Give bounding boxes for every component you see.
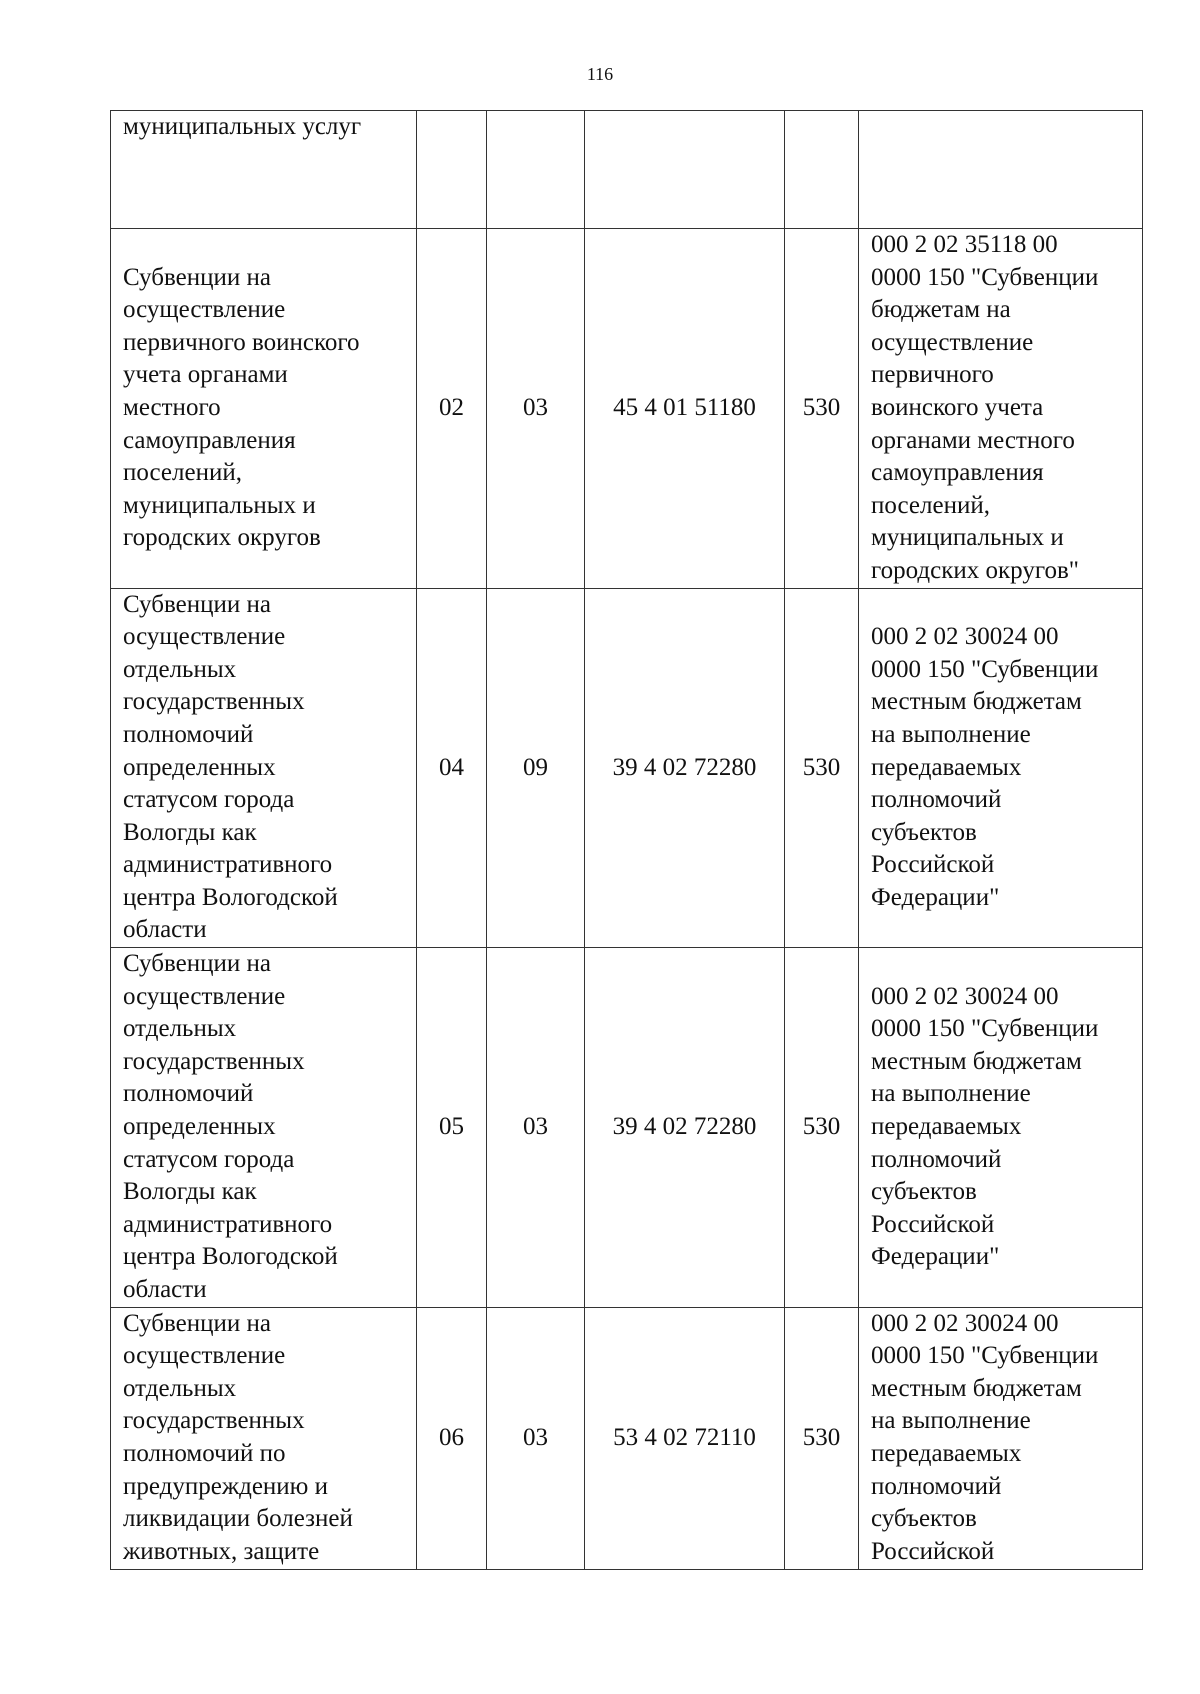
row-name-cell [111, 229, 417, 589]
section-cell [417, 111, 487, 229]
revenue-source-line: органами местного [871, 426, 1075, 454]
revenue-source-line: полномочий [871, 1145, 1002, 1173]
row-name-line: полномочий [123, 720, 254, 748]
row-name-line: муниципальных и [123, 491, 316, 519]
row-name-cell [111, 111, 417, 229]
revenue-source-line: самоуправления [871, 459, 1044, 487]
row-name-line: самоуправления [123, 426, 296, 454]
revenue-source-cell [859, 948, 1143, 1308]
revenue-source-line: 0000 150 "Субвенции [871, 655, 1099, 683]
row-name-line: осуществление [123, 296, 286, 324]
subsection-cell: 09 [487, 588, 585, 948]
row-name-cell [111, 588, 417, 948]
revenue-source-line: 000 2 02 35118 00 [871, 231, 1058, 258]
row-name-line: осуществление [123, 623, 286, 651]
row-name-line: Субвенции на [123, 950, 271, 978]
row-name-line: Субвенции на [123, 263, 271, 291]
subsection-cell: 03 [487, 229, 585, 589]
row-name-line: отдельных [123, 1374, 237, 1402]
revenue-source-line: поселений, [871, 491, 990, 519]
row-name-line: ликвидации болезней [123, 1505, 353, 1533]
row-name-line: статусом города [123, 1145, 295, 1173]
revenue-source-line: 0000 150 "Субвенции [871, 263, 1099, 291]
subsection-cell [487, 111, 585, 229]
section-cell: 05 [417, 948, 487, 1308]
subsection-cell: 03 [487, 1307, 585, 1569]
revenue-source-cell [859, 588, 1143, 948]
row-name-line: отдельных [123, 1015, 237, 1043]
row-name-line: статусом города [123, 786, 295, 814]
revenue-source-line: 000 2 02 30024 00 [871, 982, 1059, 1010]
row-name-line: городских округов [123, 524, 321, 552]
revenue-source-line: осуществление [871, 328, 1034, 356]
revenue-source-line: местным бюджетам [871, 1047, 1082, 1075]
revenue-source-line: 0000 150 "Субвенции [871, 1342, 1099, 1370]
revenue-source-line: передаваемых [871, 1113, 1022, 1141]
row-name-line: учета органами [123, 361, 288, 389]
row-name-line: Субвенции на [123, 590, 271, 618]
revenue-source-line: Российской [871, 1537, 995, 1565]
row-name-line: центра Вологодской [123, 883, 338, 911]
revenue-source-line: на выполнение [871, 720, 1031, 748]
table-row [111, 588, 1143, 948]
table-row [111, 948, 1143, 1308]
row-name-line: области [123, 1276, 207, 1303]
expense-type-cell: 530 [785, 1307, 859, 1569]
row-name-line: определенных [123, 1113, 276, 1141]
expense-type-cell: 530 [785, 588, 859, 948]
revenue-source-line: полномочий [871, 786, 1002, 814]
row-name-line: административного [123, 851, 333, 879]
revenue-source-line: местным бюджетам [871, 1374, 1082, 1402]
revenue-source-line: первичного [871, 361, 994, 389]
revenue-source-line: субъектов [871, 818, 977, 846]
revenue-source-line: передаваемых [871, 1439, 1022, 1467]
revenue-source-line: Федерации" [871, 1243, 1000, 1271]
revenue-source-line: на выполнение [871, 1080, 1031, 1108]
row-name-line: первичного воинского [123, 328, 360, 356]
revenue-source-cell [859, 1307, 1143, 1569]
row-name-line: полномочий по [123, 1439, 286, 1467]
expense-type-cell: 530 [785, 948, 859, 1308]
row-name-line: Вологды как [123, 818, 257, 846]
revenue-source-line: Российской [871, 1210, 995, 1238]
row-name-line: осуществление [123, 1342, 286, 1370]
section-cell: 02 [417, 229, 487, 589]
revenue-source-line: 000 2 02 30024 00 [871, 623, 1059, 651]
section-cell: 04 [417, 588, 487, 948]
revenue-source-cell [859, 229, 1143, 589]
row-name-cell [111, 948, 417, 1308]
row-name-line: животных, защите [123, 1537, 320, 1565]
target-code-cell: 53 4 02 72110 [585, 1307, 785, 1569]
row-name-line: Вологды как [123, 1178, 257, 1206]
table-row [111, 111, 1143, 229]
section-cell: 06 [417, 1307, 487, 1569]
revenue-source-line: городских округов" [871, 556, 1079, 584]
row-name-line: центра Вологодской [123, 1243, 338, 1271]
row-name-line: области [123, 916, 207, 944]
row-name-line: Субвенции на [123, 1309, 271, 1337]
revenue-source-cell [859, 111, 1143, 229]
revenue-source-line: Российской [871, 851, 995, 879]
row-name-line: поселений, [123, 459, 242, 487]
revenue-source-line: 0000 150 "Субвенции [871, 1015, 1099, 1043]
table-row [111, 1307, 1143, 1569]
target-code-cell: 39 4 02 72280 [585, 948, 785, 1308]
target-code-cell: 45 4 01 51180 [585, 229, 785, 589]
revenue-source-line: на выполнение [871, 1407, 1031, 1435]
row-name-line: определенных [123, 753, 276, 781]
row-name-line: местного [123, 393, 221, 421]
budget-table [110, 110, 1143, 1570]
row-name-line: административного [123, 1210, 333, 1238]
revenue-source-line: бюджетам на [871, 296, 1011, 324]
expense-type-cell: 530 [785, 229, 859, 589]
revenue-source-line: субъектов [871, 1178, 977, 1206]
row-name-line: муниципальных услуг [123, 113, 362, 140]
page-number: 116 [586, 64, 614, 84]
revenue-source-line: субъектов [871, 1505, 977, 1533]
revenue-source-line: Федерации" [871, 883, 1000, 911]
row-name-line: полномочий [123, 1080, 254, 1108]
row-name-line: отдельных [123, 655, 237, 683]
revenue-source-line: 000 2 02 30024 00 [871, 1309, 1059, 1337]
target-code-cell: 39 4 02 72280 [585, 588, 785, 948]
revenue-source-line: полномочий [871, 1472, 1002, 1500]
revenue-source-line: воинского учета [871, 393, 1044, 421]
row-name-line: государственных [123, 1047, 305, 1075]
row-name-cell [111, 1307, 417, 1569]
row-name-line: осуществление [123, 982, 286, 1010]
row-name-line: предупреждению и [123, 1472, 328, 1500]
subsection-cell: 03 [487, 948, 585, 1308]
row-name-line: государственных [123, 1407, 305, 1435]
revenue-source-line: передаваемых [871, 753, 1022, 781]
row-name-line: государственных [123, 688, 305, 716]
revenue-source-line: муниципальных и [871, 524, 1064, 552]
revenue-source-line: местным бюджетам [871, 688, 1082, 716]
expense-type-cell [785, 111, 859, 229]
table-row [111, 229, 1143, 589]
target-code-cell [585, 111, 785, 229]
